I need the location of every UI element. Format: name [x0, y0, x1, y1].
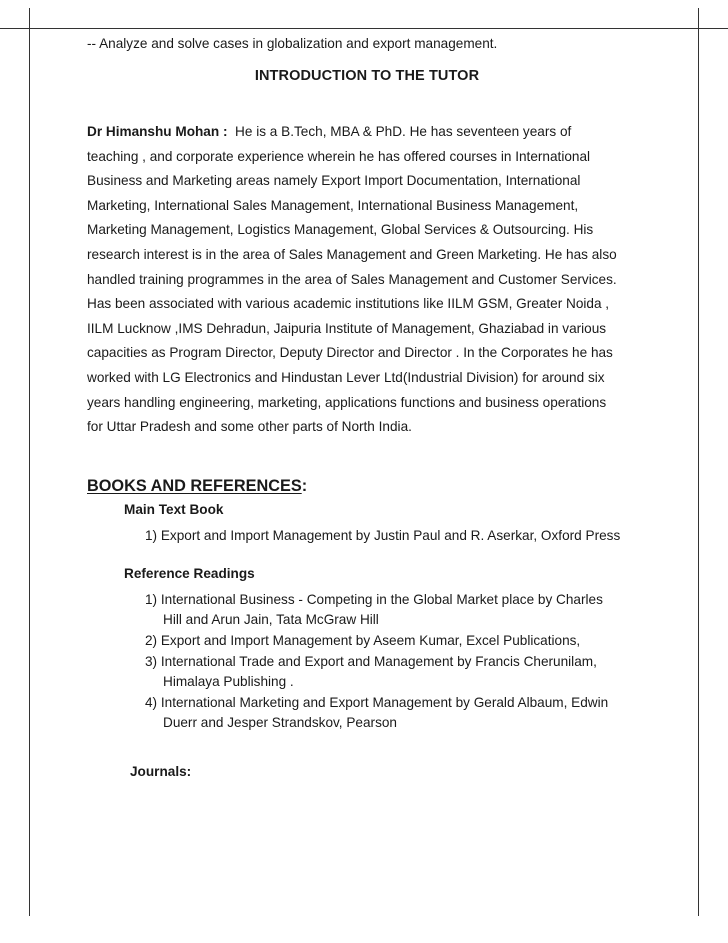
intro-heading: INTRODUCTION TO THE TUTOR: [254, 68, 480, 84]
tutor-bio: [87, 120, 687, 440]
main-text-item: 1) Export and Import Management by Justin Paul and R. Aserkar, Oxford Press: [145, 528, 621, 543]
bio-line: handled training programmes in the area of Sales Management and Customer Services.: [87, 271, 617, 287]
books-heading-text: BOOKS AND REFERENCES: [87, 477, 302, 495]
bio-line: IILM Lucknow ,IMS Dehradun, Jaipuria Institute of Management, Ghaziabad in various: [87, 320, 607, 336]
reference-line: Hill and Arun Jain, Tata McGraw Hill: [163, 612, 379, 627]
bio-line-text: He is a B.Tech, MBA & PhD. He has seventeen years of: [235, 124, 572, 139]
bio-line: for Uttar Pradesh and some other parts of North India.: [87, 419, 412, 435]
bio-line: teaching , and corporate experience wherein he has offered courses in International: [87, 148, 591, 164]
reference-heading: Reference Readings: [124, 566, 255, 581]
bio-line: worked with LG Electronics and Hindustan Lever Ltd(Industrial Division) for around six: [87, 369, 605, 385]
main-text-heading: Main Text Book: [124, 502, 224, 517]
page-left-rule: [29, 8, 30, 916]
bio-line: research interest is in the area of Sales Management and Green Marketing. He has also: [87, 246, 617, 262]
reference-line: Duerr and Jesper Strandskov, Pearson: [163, 715, 397, 730]
bio-line: Business and Marketing areas namely Export Import Documentation, International: [87, 173, 581, 189]
reference-line: 4) International Marketing and Export Management by Gerald Albaum, Edwin: [145, 695, 609, 710]
books-heading: [87, 475, 307, 497]
reference-line: 3) International Trade and Export and Management by Francis Cherunilam,: [145, 654, 597, 669]
journals-heading: Journals:: [130, 764, 192, 779]
books-heading-colon: :: [301, 477, 308, 495]
reference-line: Himalaya Publishing .: [163, 674, 294, 689]
bio-line: [87, 120, 687, 145]
bio-line: capacities as Program Director, Deputy Director and Director . In the Corporates he has: [87, 345, 613, 361]
bio-line: Marketing Management, Logistics Management, Global Services & Outsourcing. His: [87, 222, 594, 238]
objective-line: -- Analyze and solve cases in globalization and export management.: [87, 36, 498, 51]
page-top-rule: [0, 28, 728, 29]
page-right-rule: [698, 8, 699, 916]
reference-line: 2) Export and Import Management by Aseem Kumar, Excel Publications,: [145, 633, 581, 648]
tutor-name: Dr Himanshu Mohan :: [87, 124, 228, 139]
bio-line: Marketing, International Sales Management, International Business Management,: [87, 197, 579, 213]
reference-line: 1) International Business - Competing in the Global Market place by Charles: [145, 592, 603, 607]
bio-line: years handling engineering, marketing, applications functions and business operations: [87, 394, 607, 410]
bio-line: Has been associated with various academic institutions like IILM GSM, Greater Noida ,: [87, 296, 610, 312]
